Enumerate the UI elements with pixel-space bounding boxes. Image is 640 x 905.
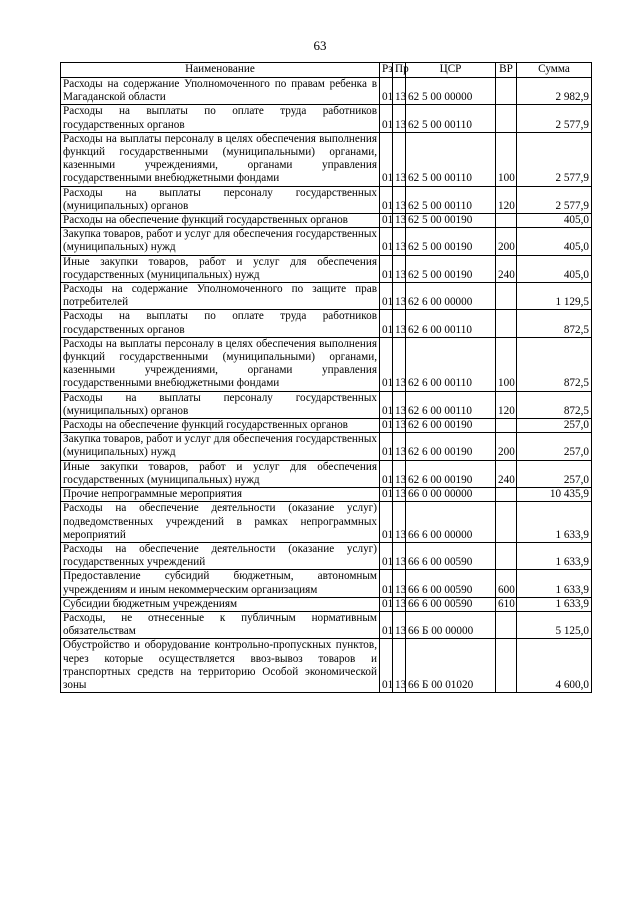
cell-name: Иные закупки товаров, работ и услуг для обеспечения государственных (муниципальных) нужд [61,460,380,487]
table-row [61,502,592,543]
cell-csr: 66 6 00 00590 [406,570,496,597]
cell-name: Расходы на выплаты персоналу государственных (муниципальных) органов [61,391,380,418]
cell-rz: 01 [380,255,393,282]
table-row [61,214,592,228]
cell-name: Расходы на выплаты по оплате труда работников государственных органов [61,310,380,337]
table-row [61,78,592,105]
cell-csr: 62 5 00 00190 [406,228,496,255]
cell-csr: 62 6 00 00190 [406,460,496,487]
cell-sum: 257,0 [517,433,592,460]
cell-pr: 13 [393,488,406,502]
cell-csr: 62 6 00 00110 [406,310,496,337]
cell-pr: 13 [393,255,406,282]
cell-name: Обустройство и оборудование контрольно-пропускных пунктов, через которые осуществляется ввоз-вывоз товаров и транспортных средств на территорию Особой экономической зоны [61,639,380,693]
cell-rz: 01 [380,433,393,460]
cell-name: Расходы на выплаты персоналу в целях обеспечения выполнения функций государственными (муниципальными) органами, казенными учреждениями, органами управления государственными внебюджетными фондами [61,132,380,186]
cell-pr: 13 [393,460,406,487]
cell-pr: 13 [393,433,406,460]
cell-sum: 872,5 [517,310,592,337]
cell-name: Прочие непрограммные мероприятия [61,488,380,502]
table-row [61,255,592,282]
header-name: Наименование [61,63,380,78]
cell-name: Предоставление субсидий бюджетным, автономным учреждениям и иным некоммерческим организациям [61,570,380,597]
cell-rz: 01 [380,639,393,693]
cell-pr: 13 [393,611,406,638]
cell-vr [496,488,517,502]
cell-pr: 13 [393,186,406,213]
cell-csr: 66 6 00 00590 [406,597,496,611]
cell-name: Расходы на выплаты персоналу в целях обеспечения выполнения функций государственными (муниципальными) органами, казенными учреждениями, органами управления государственными внебюджетными фондами [61,337,380,391]
cell-rz: 01 [380,611,393,638]
cell-csr: 62 5 00 00190 [406,214,496,228]
cell-sum: 1 129,5 [517,283,592,310]
table-header-row [61,63,592,78]
cell-vr: 600 [496,570,517,597]
cell-pr: 13 [393,639,406,693]
table-row [61,433,592,460]
cell-vr [496,542,517,569]
cell-pr: 13 [393,337,406,391]
cell-csr: 62 5 00 00110 [406,105,496,132]
cell-pr: 13 [393,228,406,255]
cell-name: Закупка товаров, работ и услуг для обеспечения государственных (муниципальных) нужд [61,433,380,460]
cell-rz: 01 [380,132,393,186]
cell-name: Расходы на выплаты по оплате труда работников государственных органов [61,105,380,132]
cell-vr [496,611,517,638]
cell-pr: 13 [393,419,406,433]
cell-pr: 13 [393,502,406,543]
cell-sum: 257,0 [517,460,592,487]
cell-name: Расходы на обеспечение деятельности (оказание услуг) государственных учреждений [61,542,380,569]
budget-table [60,62,592,693]
table-row [61,488,592,502]
cell-vr [496,419,517,433]
table-row [61,337,592,391]
cell-csr: 62 5 00 00110 [406,132,496,186]
cell-vr [496,105,517,132]
cell-vr: 120 [496,391,517,418]
cell-rz: 01 [380,460,393,487]
table-row [61,186,592,213]
cell-name: Расходы на содержание Уполномоченного по правам ребенка в Магаданской области [61,78,380,105]
cell-pr: 13 [393,283,406,310]
cell-vr [496,310,517,337]
cell-vr: 120 [496,186,517,213]
table-row [61,542,592,569]
cell-name: Иные закупки товаров, работ и услуг для обеспечения государственных (муниципальных) нужд [61,255,380,282]
cell-rz: 01 [380,78,393,105]
cell-csr: 62 6 00 00000 [406,283,496,310]
cell-name: Расходы на обеспечение функций государственных органов [61,419,380,433]
cell-rz: 01 [380,419,393,433]
cell-vr: 100 [496,337,517,391]
cell-sum: 405,0 [517,214,592,228]
table-row [61,597,592,611]
cell-sum: 405,0 [517,255,592,282]
cell-csr: 62 5 00 00110 [406,186,496,213]
cell-name: Расходы на выплаты персоналу государственных (муниципальных) органов [61,186,380,213]
cell-vr [496,639,517,693]
cell-csr: 62 6 00 00110 [406,337,496,391]
cell-sum: 5 125,0 [517,611,592,638]
cell-rz: 01 [380,337,393,391]
cell-csr: 62 6 00 00190 [406,419,496,433]
table-row [61,611,592,638]
cell-pr: 13 [393,132,406,186]
cell-sum: 1 633,9 [517,542,592,569]
cell-rz: 01 [380,502,393,543]
cell-csr: 62 6 00 00110 [406,391,496,418]
cell-vr [496,502,517,543]
cell-sum: 4 600,0 [517,639,592,693]
cell-sum: 1 633,9 [517,570,592,597]
cell-rz: 01 [380,488,393,502]
cell-name: Расходы на содержание Уполномоченного по защите прав потребителей [61,283,380,310]
cell-pr: 13 [393,214,406,228]
table-row [61,419,592,433]
cell-sum: 872,5 [517,391,592,418]
cell-pr: 13 [393,105,406,132]
table-row [61,283,592,310]
cell-csr: 62 5 00 00000 [406,78,496,105]
cell-sum: 2 577,9 [517,132,592,186]
cell-rz: 01 [380,214,393,228]
cell-rz: 01 [380,597,393,611]
cell-rz: 01 [380,228,393,255]
cell-vr [496,214,517,228]
page-number: 63 [313,38,327,53]
table-row [61,228,592,255]
header-csr: ЦСР [406,63,496,78]
cell-vr [496,283,517,310]
table-row [61,391,592,418]
cell-name: Субсидии бюджетным учреждениям [61,597,380,611]
cell-rz: 01 [380,391,393,418]
cell-csr: 66 6 00 00000 [406,502,496,543]
table-row [61,639,592,693]
header-vr: ВР [496,63,517,78]
cell-pr: 13 [393,310,406,337]
cell-csr: 62 6 00 00190 [406,433,496,460]
cell-pr: 13 [393,597,406,611]
cell-vr [496,78,517,105]
cell-sum: 1 633,9 [517,502,592,543]
cell-rz: 01 [380,310,393,337]
cell-csr: 66 Б 00 00000 [406,611,496,638]
table-row [61,132,592,186]
cell-csr: 66 6 00 00590 [406,542,496,569]
cell-rz: 01 [380,542,393,569]
cell-vr: 200 [496,228,517,255]
cell-name: Расходы на обеспечение деятельности (оказание услуг) подведомственных учреждений в рамках непрограммных мероприятий [61,502,380,543]
cell-sum: 405,0 [517,228,592,255]
cell-sum: 2 577,9 [517,105,592,132]
cell-rz: 01 [380,105,393,132]
cell-vr: 610 [496,597,517,611]
cell-csr: 66 0 00 00000 [406,488,496,502]
cell-sum: 257,0 [517,419,592,433]
table-row [61,460,592,487]
cell-name: Закупка товаров, работ и услуг для обеспечения государственных (муниципальных) нужд [61,228,380,255]
cell-rz: 01 [380,570,393,597]
cell-vr: 240 [496,255,517,282]
cell-csr: 62 5 00 00190 [406,255,496,282]
cell-csr: 66 Б 00 01020 [406,639,496,693]
cell-sum: 2 577,9 [517,186,592,213]
cell-vr: 100 [496,132,517,186]
cell-pr: 13 [393,391,406,418]
cell-pr: 13 [393,542,406,569]
header-sum: Сумма [517,63,592,78]
cell-vr: 240 [496,460,517,487]
header-rz: Рз [380,63,393,78]
cell-sum: 2 982,9 [517,78,592,105]
cell-pr: 13 [393,570,406,597]
cell-sum: 10 435,9 [517,488,592,502]
cell-rz: 01 [380,283,393,310]
cell-name: Расходы, не отнесенные к публичным нормативным обязательствам [61,611,380,638]
table-row [61,310,592,337]
cell-vr: 200 [496,433,517,460]
header-pr: Пр [393,63,406,78]
cell-pr: 13 [393,78,406,105]
cell-sum: 872,5 [517,337,592,391]
table-row [61,105,592,132]
cell-sum: 1 633,9 [517,597,592,611]
table-row [61,570,592,597]
cell-name: Расходы на обеспечение функций государственных органов [61,214,380,228]
cell-rz: 01 [380,186,393,213]
